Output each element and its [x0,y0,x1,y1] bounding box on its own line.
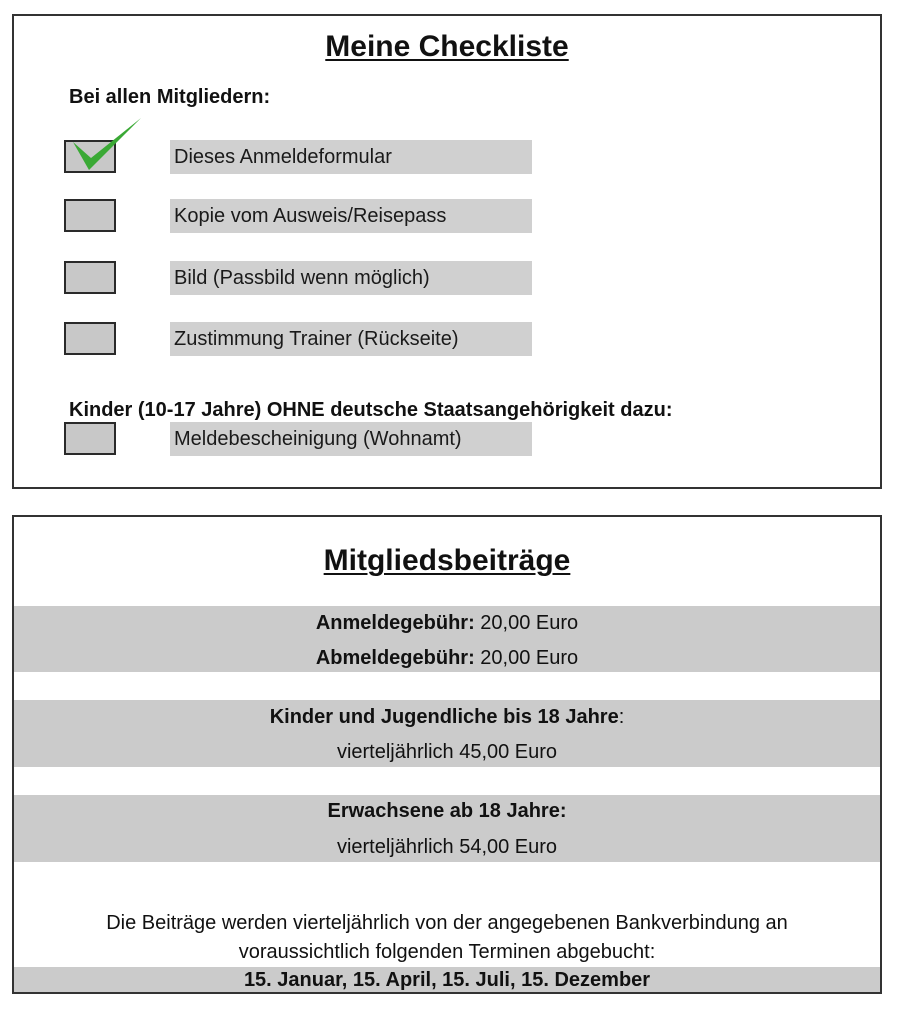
fee-note-line2: voraussichtlich folgenden Terminen abgebucht: [238,941,656,963]
checkbox-anmeldeformular[interactable] [64,140,116,173]
fee-value: 20,00 Euro [480,612,579,634]
checklist-item-label: Kopie vom Ausweis/Reisepass [170,199,532,233]
fee-adults-value: vierteljährlich 54,00 Euro [336,836,558,858]
fees-panel [12,515,882,994]
fee-abmeldegebuehr [14,647,880,670]
fee-anmeldegebuehr [14,612,880,635]
checklist-item-label: Dieses Anmeldeformular [170,140,532,174]
fee-note-line1: Die Beiträge werden vierteljährlich von der angegebenen Bankverbindung an [106,912,788,934]
fee-label: Anmeldegebühr: [315,612,475,634]
fee-label: Kinder und Jugendliche bis 18 Jahre [269,706,619,728]
fee-value: 20,00 Euro [480,647,579,669]
fee-adults-heading: Erwachsene ab 18 Jahre: [327,800,567,822]
checkbox-zustimmung-trainer[interactable] [64,322,116,355]
fee-label-colon: : [618,706,625,728]
fees-title: Mitgliedsbeiträge [323,544,571,577]
checkbox-meldebescheinigung[interactable] [64,422,116,455]
checklist-panel [12,14,882,489]
checkmark-icon [65,114,145,174]
checkbox-passbild[interactable] [64,261,116,294]
checklist-item-label: Bild (Passbild wenn möglich) [170,261,532,295]
checklist-title: Meine Checkliste [325,30,569,63]
fee-label: Abmeldegebühr: [315,647,475,669]
section-label-all-members: Bei allen Mitgliedern: [69,86,271,108]
checklist-item-label: Zustimmung Trainer (Rückseite) [170,322,532,356]
checkbox-ausweis[interactable] [64,199,116,232]
fee-debit-dates: 15. Januar, 15. April, 15. Juli, 15. Dezember [243,969,651,991]
fee-children-value: vierteljährlich 45,00 Euro [336,741,558,763]
section-label-children: Kinder (10-17 Jahre) OHNE deutsche Staatsangehörigkeit dazu: [69,399,673,421]
checklist-item-label: Meldebescheinigung (Wohnamt) [170,422,532,456]
fee-children-heading [14,706,880,729]
